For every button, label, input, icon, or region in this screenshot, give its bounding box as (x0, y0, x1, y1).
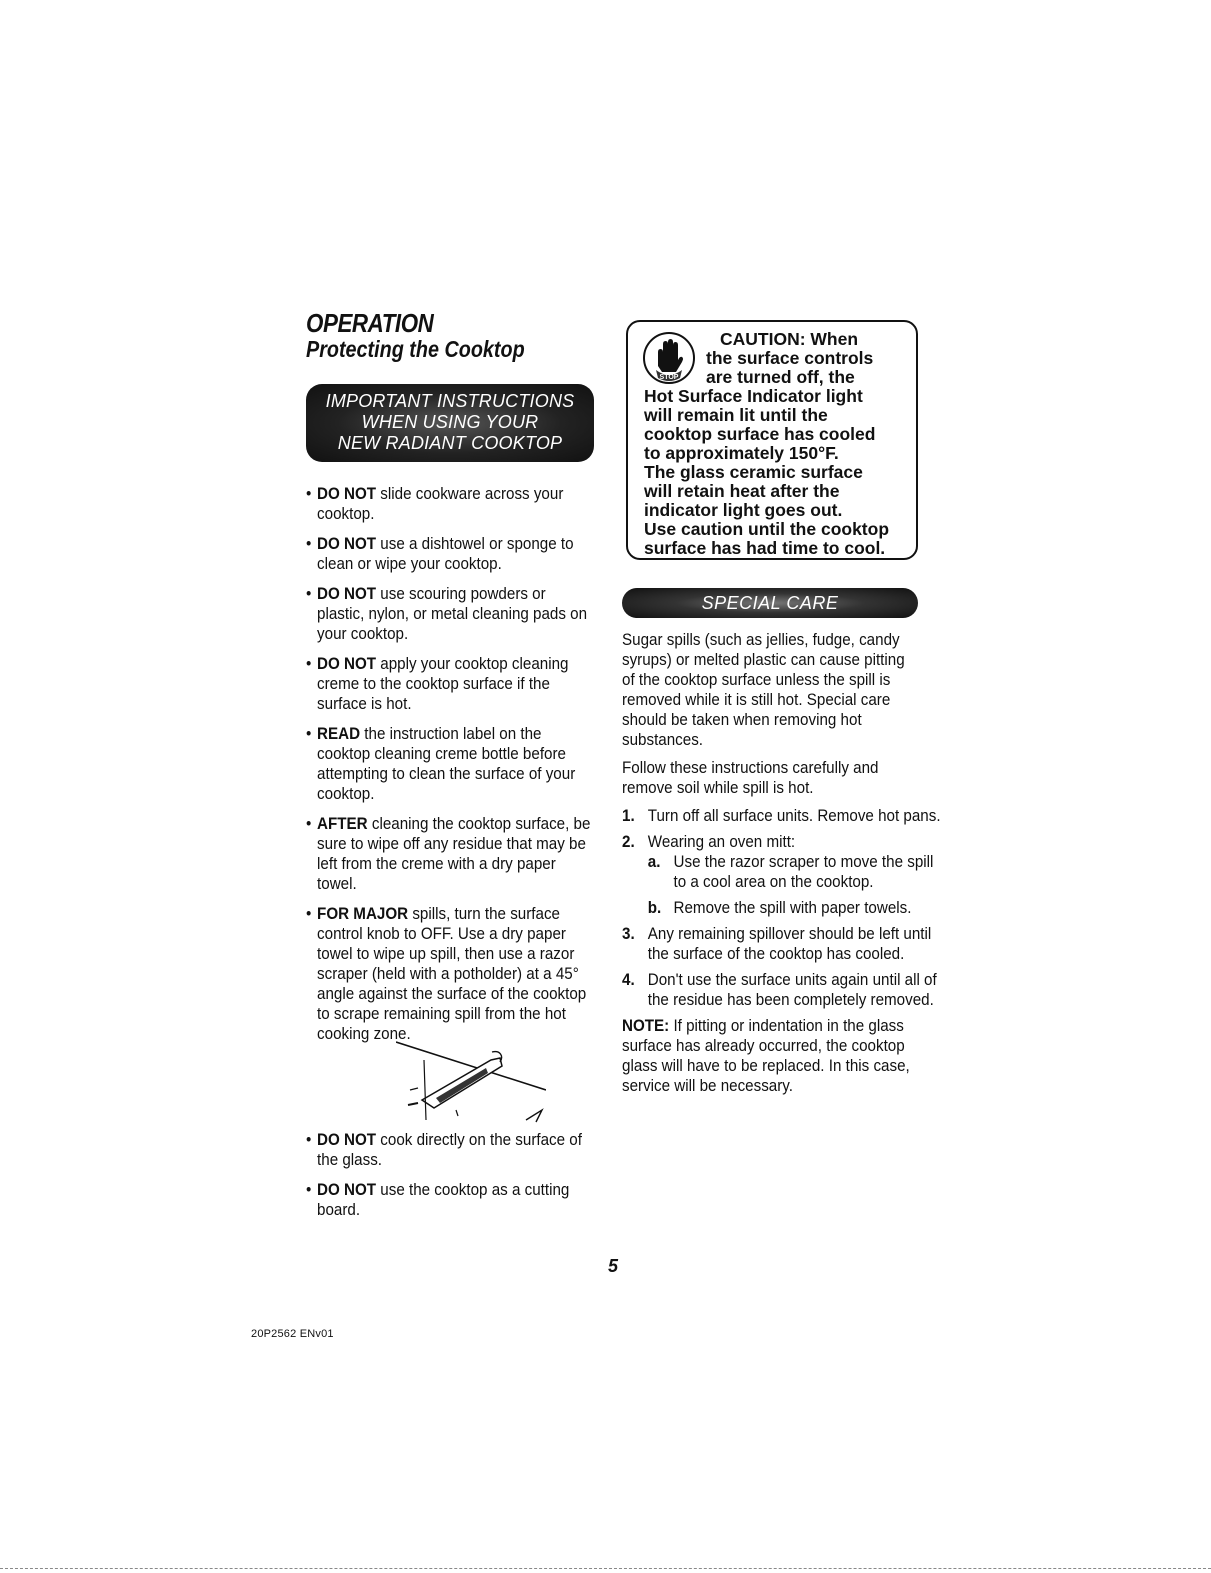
bullet-lead: DO NOT (317, 535, 377, 553)
substep-item (648, 898, 942, 918)
list-item (306, 534, 593, 574)
document-code: 20P2562 ENv01 (251, 1328, 334, 1340)
cleaning-steps-list (622, 806, 941, 1010)
caution-line: Use caution until the cooktop (644, 519, 890, 539)
bullet-lead: DO NOT (317, 485, 377, 503)
step-item (622, 970, 942, 1010)
special-care-section (622, 630, 941, 1104)
substep-letter: b. (647, 899, 662, 917)
bullet-icon: • (306, 815, 312, 833)
important-instructions-banner (306, 384, 594, 462)
step-number: 1. (622, 807, 635, 825)
bullet-icon: • (306, 535, 312, 553)
list-item (306, 724, 593, 804)
caution-line: CAUTION: When (720, 329, 859, 349)
bullet-text: apply your cooktop cleaning creme to the cooktop surface if the surface is hot. (317, 655, 569, 713)
step-item (622, 924, 942, 964)
bullet-text: spills, turn the surface control knob to OFF. Use a dry paper towel to wipe up spill, then use a razor scraper (held with a potholder) at a 45° angle against the surface of the cooktop to scrape remaining spill from the hot cooking zone. (317, 905, 587, 1043)
substep-text: Remove the spill with paper towels. (673, 899, 912, 917)
caution-line: indicator light goes out. (644, 500, 843, 520)
banner-line: IMPORTANT INSTRUCTIONS (325, 391, 575, 411)
substep-letter: a. (647, 853, 661, 871)
bullet-icon: • (306, 585, 312, 603)
caution-line: to approximately 150°F. (644, 443, 839, 463)
step-text: Wearing an oven mitt: (647, 833, 796, 851)
step-item (622, 832, 942, 918)
scan-edge-line (0, 1568, 1211, 1570)
page-number: 5 (608, 1256, 619, 1276)
bullet-text: use scouring powders or plastic, nylon, or metal cleaning pads on your cooktop. (317, 585, 588, 643)
bullet-icon: • (306, 725, 312, 743)
bullet-icon: • (306, 1181, 312, 1199)
bullet-lead: AFTER (317, 815, 368, 833)
bullet-icon: • (306, 1131, 312, 1149)
bullet-text: cook directly on the surface of the glass. (317, 1131, 582, 1169)
bullet-icon: • (306, 655, 312, 673)
bullet-text: cleaning the cooktop surface, be sure to wipe off any residue that may be left from the creme with a dry paper towel. (317, 815, 591, 893)
stop-hand-icon (642, 330, 696, 386)
bullet-text: the instruction label on the cooktop cleaning creme bottle before attempting to clean the surface of your cooktop. (317, 725, 576, 803)
step-number: 2. (622, 833, 635, 851)
special-care-instructions: Follow these instructions carefully and remove soil while spill is hot. (622, 759, 879, 797)
step-number: 3. (622, 925, 635, 943)
note-label: NOTE: (622, 1017, 670, 1035)
cooktop-precautions-list-2 (306, 1130, 606, 1230)
bullet-lead: DO NOT (317, 1181, 377, 1199)
list-item (306, 1130, 582, 1170)
special-care-intro: Sugar spills (such as jellies, fudge, candy syrups) or melted plastic can cause pitting of the cooktop surface unless the spill is removed while it is still hot. Special care should be taken when removing hot substances. (622, 631, 905, 749)
bullet-text: use the cooktop as a cutting board. (317, 1181, 570, 1219)
oven-mitt-substeps (648, 852, 942, 918)
special-care-banner: SPECIAL CARE (622, 588, 918, 618)
caution-body (644, 387, 902, 558)
bullet-lead: DO NOT (317, 1131, 377, 1149)
list-item (306, 484, 593, 524)
bullet-icon: • (306, 485, 312, 503)
list-item (306, 814, 593, 894)
section-title: OPERATION (306, 308, 434, 338)
step-item (622, 806, 942, 826)
section-subtitle: Protecting the Cooktop (306, 336, 525, 362)
list-item (306, 654, 593, 714)
caution-line: will remain lit until the (644, 405, 828, 425)
step-text: Turn off all surface units. Remove hot pans. (647, 807, 941, 825)
banner-line: NEW RADIANT COOKTOP (337, 433, 563, 453)
note-text: If pitting or indentation in the glass surface has already occurred, the cooktop glass will have to be replaced. In this case, service will be necessary. (622, 1017, 910, 1095)
substep-item (648, 852, 942, 892)
step-number: 4. (622, 971, 635, 989)
caution-line: will retain heat after the (644, 481, 840, 501)
caution-box (626, 320, 918, 560)
list-item (306, 584, 593, 644)
razor-scraper-illustration (396, 1040, 546, 1125)
banner-line: WHEN USING YOUR (361, 412, 539, 432)
step-text: Don't use the surface units again until all of the residue has been completely removed. (647, 971, 937, 1009)
caution-line: cooktop surface has cooled (644, 424, 876, 444)
bullet-lead: DO NOT (317, 655, 377, 673)
stop-label: STOP (659, 374, 679, 381)
note-paragraph (622, 1016, 916, 1096)
caution-line: The glass ceramic surface (644, 462, 863, 482)
list-item (306, 904, 593, 1044)
caution-line: are turned off, the (706, 367, 855, 387)
cooktop-precautions-list (306, 484, 596, 1044)
bullet-lead: FOR MAJOR (317, 905, 409, 923)
substep-text: Use the razor scraper to move the spill to a cool area on the cooktop. (673, 853, 934, 891)
bullet-lead: READ (317, 725, 361, 743)
caution-line: the surface controls (706, 348, 874, 368)
bullet-text: slide cookware across your cooktop. (317, 485, 564, 523)
left-column (306, 310, 596, 1054)
list-item (306, 1180, 582, 1220)
bullet-lead: DO NOT (317, 585, 377, 603)
caution-line: surface has had time to cool. (644, 538, 886, 558)
step-text: Any remaining spillover should be left until the surface of the cooktop has cooled. (647, 925, 932, 963)
bullet-icon: • (306, 905, 312, 923)
caution-heading (706, 330, 902, 387)
bullet-text: use a dishtowel or sponge to clean or wipe your cooktop. (317, 535, 574, 573)
caution-line: Hot Surface Indicator light (644, 386, 863, 406)
